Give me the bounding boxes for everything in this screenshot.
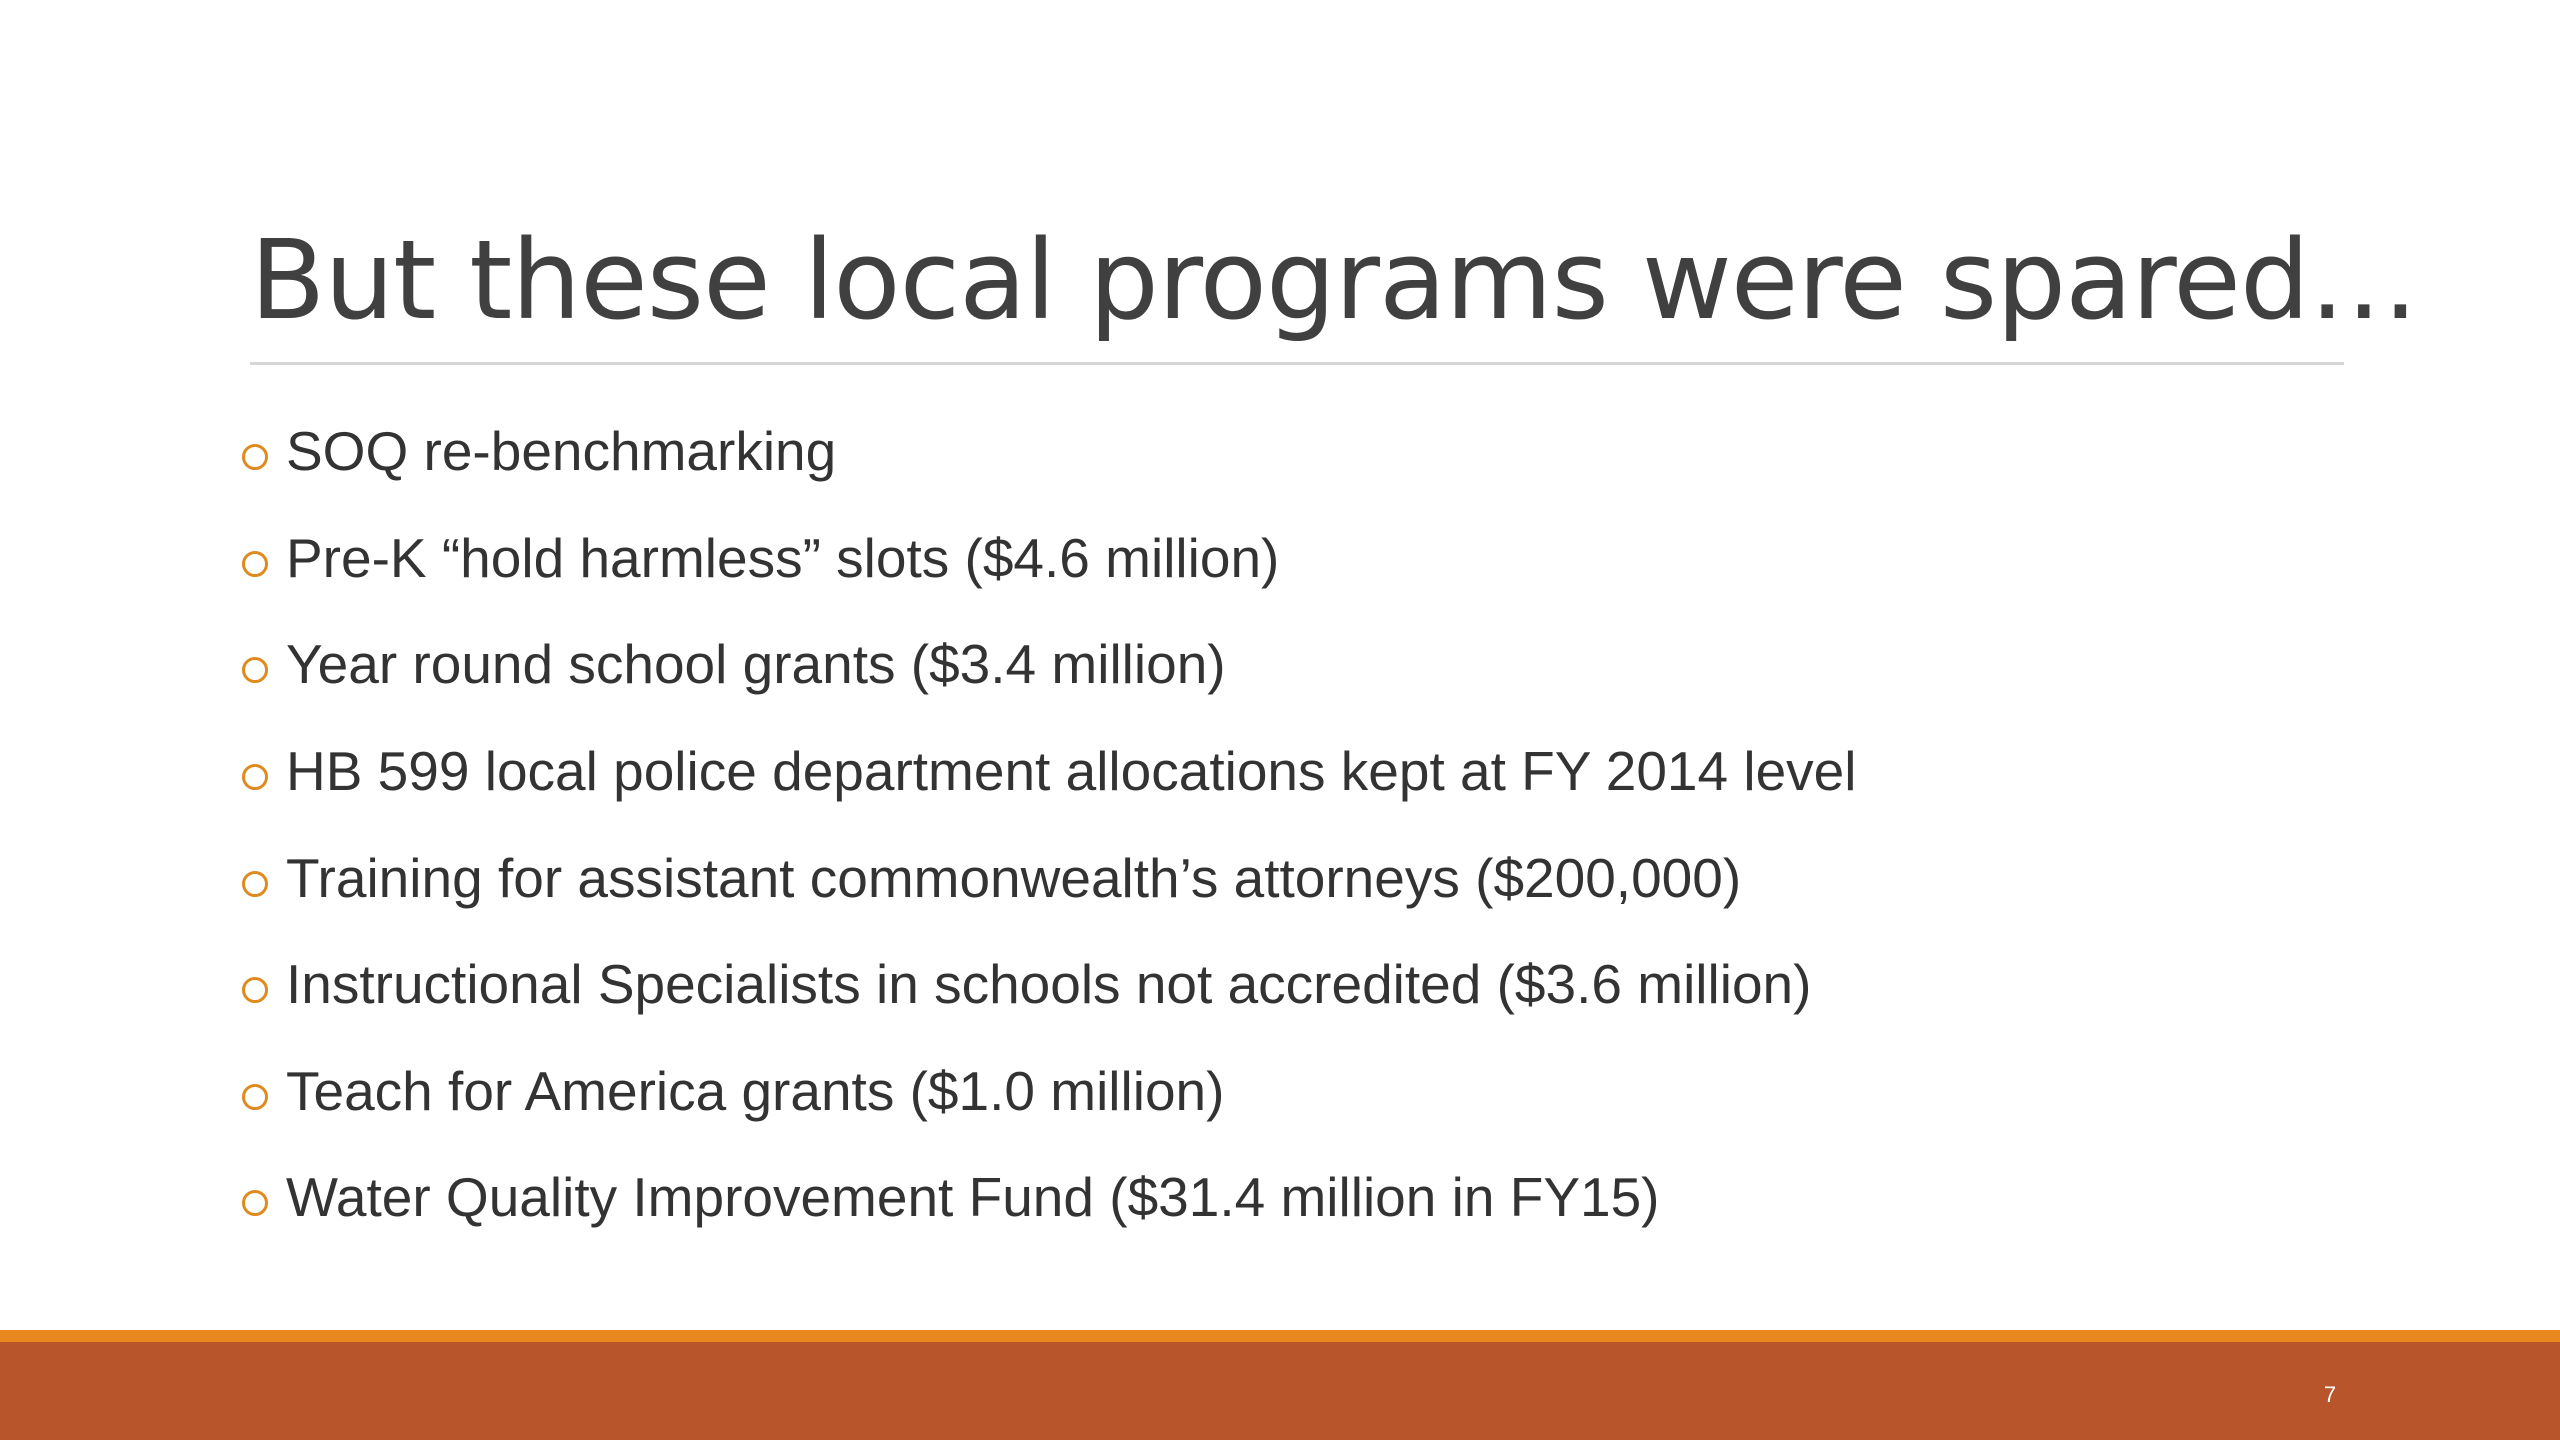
hollow-circle-bullet-icon — [242, 1077, 286, 1117]
bullet-item — [242, 398, 2392, 505]
bullet-item — [242, 931, 2392, 1038]
bullet-text: Instructional Specialists in schools not accredited ($3.6 million) — [286, 953, 1812, 1016]
hollow-circle-bullet-icon — [242, 757, 286, 797]
bullet-item — [242, 718, 2392, 825]
bullet-item — [242, 824, 2392, 931]
slide-number: 7 — [2323, 1382, 2337, 1407]
bullet-item — [242, 611, 2392, 718]
bullet-text: Training for assistant commonwealth’s attorneys ($200,000) — [286, 846, 1742, 909]
hollow-circle-bullet-icon — [242, 544, 286, 584]
hollow-circle-bullet-icon — [242, 1183, 286, 1223]
title-divider — [250, 362, 2344, 365]
bullet-text: SOQ re-benchmarking — [286, 420, 837, 483]
hollow-circle-bullet-icon — [242, 437, 286, 477]
hollow-circle-bullet-icon — [242, 864, 286, 904]
slide-title: But these local programs were spared… — [250, 216, 2418, 344]
bullet-text: Pre-K “hold harmless” slots ($4.6 million) — [286, 526, 1280, 589]
bullet-text: Year round school grants ($3.4 million) — [286, 633, 1226, 696]
bullet-item — [242, 1038, 2392, 1145]
bullet-text: Teach for America grants ($1.0 million) — [286, 1059, 1225, 1122]
footer-accent-stripe — [0, 1330, 2560, 1342]
bullet-item — [242, 1144, 2392, 1251]
bullet-text: HB 599 local police department allocations kept at FY 2014 level — [286, 740, 1857, 803]
footer-bar — [0, 1342, 2560, 1440]
bullet-item — [242, 505, 2392, 612]
hollow-circle-bullet-icon — [242, 970, 286, 1010]
bullet-list — [242, 398, 2392, 1251]
bullet-text: Water Quality Improvement Fund ($31.4 million in FY15) — [286, 1166, 1660, 1229]
hollow-circle-bullet-icon — [242, 650, 286, 690]
